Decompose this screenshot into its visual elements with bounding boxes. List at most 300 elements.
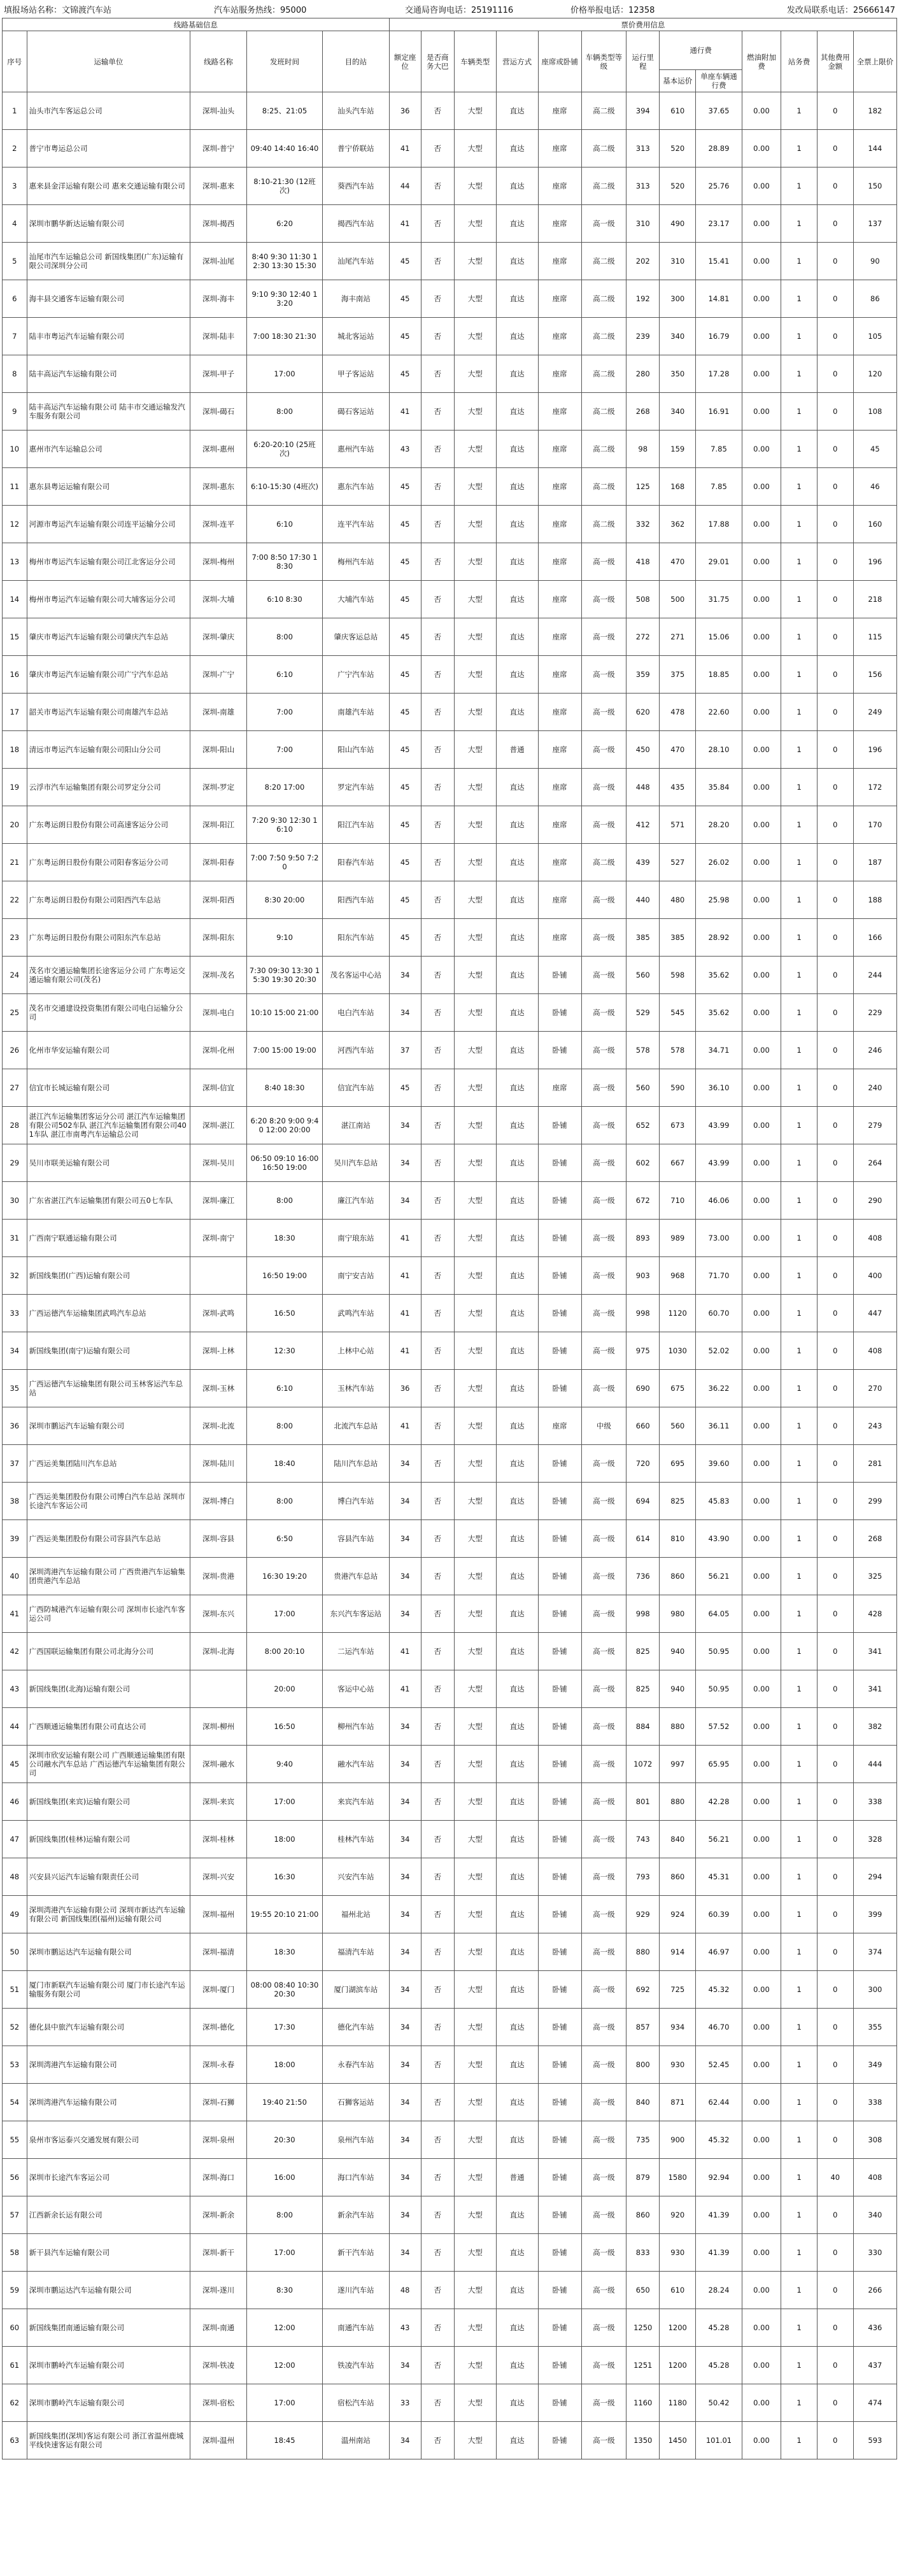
cell-line: 深圳-陆丰 [190, 318, 247, 355]
cell-fuel: 0.00 [742, 1032, 781, 1069]
table-row [3, 1445, 897, 1483]
cell-company: 深圳市鹏运汽车运输有限公司 [27, 1407, 190, 1445]
cell-seats: 41 [389, 1633, 421, 1670]
cell-line: 深圳-北流 [190, 1407, 247, 1445]
cell-full: 156 [853, 656, 896, 694]
cell-station: 1 [781, 881, 818, 919]
cell-fuel: 0.00 [742, 280, 781, 318]
cell-road: 座席 [538, 431, 581, 468]
cell-grade: 高一级 [581, 1182, 626, 1220]
cell-line: 深圳-武鸣 [190, 1295, 247, 1332]
cell-no: 24 [3, 957, 27, 994]
table-row [3, 1821, 897, 1858]
cell-type: 大型 [454, 2347, 496, 2384]
page-header [0, 0, 899, 18]
cell-line: 深圳-铁凌 [190, 2347, 247, 2384]
cell-mall: 否 [421, 731, 454, 769]
cell-station: 1 [781, 1257, 818, 1295]
cell-full: 46 [853, 468, 896, 506]
cell-other: 0 [817, 919, 853, 957]
cell-seats: 34 [389, 1783, 421, 1821]
cell-type: 大型 [454, 1971, 496, 2009]
cell-mode: 直达 [496, 1821, 538, 1858]
cell-grade: 高二级 [581, 355, 626, 393]
cell-type: 大型 [454, 1858, 496, 1896]
cell-dest: 福州北站 [323, 1896, 390, 1933]
cell-dest: 石狮客运站 [323, 2084, 390, 2121]
table-row [3, 1182, 897, 1220]
cell-dest: 铁凌汽车站 [323, 2347, 390, 2384]
cell-mall: 否 [421, 1633, 454, 1670]
cell-base: 310 [660, 243, 696, 280]
cell-line: 深圳-海丰 [190, 280, 247, 318]
table-row [3, 844, 897, 881]
cell-toll: 92.94 [696, 2159, 742, 2196]
cell-type: 大型 [454, 318, 496, 355]
cell-other: 0 [817, 1783, 853, 1821]
table-row [3, 1783, 897, 1821]
cell-type: 大型 [454, 1746, 496, 1783]
cell-mode: 直达 [496, 1107, 538, 1144]
cell-station: 1 [781, 581, 818, 618]
cell-fuel: 0.00 [742, 2422, 781, 2459]
cell-seats: 45 [389, 581, 421, 618]
cell-fuel: 0.00 [742, 844, 781, 881]
cell-toll: 7.85 [696, 468, 742, 506]
cell-grade: 高一级 [581, 1783, 626, 1821]
cell-grade: 高一级 [581, 205, 626, 243]
table-row [3, 1933, 897, 1971]
cell-fuel: 0.00 [742, 2347, 781, 2384]
table-row [3, 694, 897, 731]
cell-mall: 否 [421, 2196, 454, 2234]
cell-base: 470 [660, 543, 696, 581]
cell-type: 大型 [454, 543, 496, 581]
cell-seats: 34 [389, 2009, 421, 2046]
cell-company: 广西南宁联通运输有限公司 [27, 1220, 190, 1257]
table-row [3, 1295, 897, 1332]
cell-grade: 高一级 [581, 694, 626, 731]
cell-road: 卧铺 [538, 1708, 581, 1746]
cell-km: 720 [626, 1445, 660, 1483]
cell-seats: 41 [389, 1220, 421, 1257]
cell-km: 736 [626, 1558, 660, 1595]
col-mode: 营运方式 [496, 31, 538, 92]
cell-dest: 南通汽车站 [323, 2309, 390, 2347]
cell-other: 0 [817, 656, 853, 694]
cell-mode: 直达 [496, 130, 538, 167]
cell-full: 593 [853, 2422, 896, 2459]
cell-grade: 高一级 [581, 1896, 626, 1933]
cell-type: 大型 [454, 2309, 496, 2347]
cell-dest: 武鸣汽车站 [323, 1295, 390, 1332]
cell-seats: 45 [389, 731, 421, 769]
cell-no: 57 [3, 2196, 27, 2234]
col-toll-seat: 单座车辆通行费 [696, 70, 742, 92]
cell-fuel: 0.00 [742, 468, 781, 506]
cell-company: 肇庆市粤运汽车运输有限公司广宁汽车总站 [27, 656, 190, 694]
cell-company: 新国线集团(广西)运输有限公司 [27, 1257, 190, 1295]
cell-km: 280 [626, 355, 660, 393]
cell-no: 26 [3, 1032, 27, 1069]
cell-no: 11 [3, 468, 27, 506]
cell-type: 大型 [454, 2196, 496, 2234]
cell-mode: 直达 [496, 1633, 538, 1670]
cell-mode: 直达 [496, 1332, 538, 1370]
cell-base: 610 [660, 2272, 696, 2309]
cell-dest: 二运汽车站 [323, 1633, 390, 1670]
cell-base: 590 [660, 1069, 696, 1107]
cell-mode: 直达 [496, 243, 538, 280]
cell-no: 16 [3, 656, 27, 694]
cell-grade: 高一级 [581, 2084, 626, 2121]
cell-road: 卧铺 [538, 1858, 581, 1896]
cell-type: 大型 [454, 1295, 496, 1332]
cell-road: 卧铺 [538, 1821, 581, 1858]
cell-road: 卧铺 [538, 2347, 581, 2384]
cell-no: 40 [3, 1558, 27, 1595]
cell-other: 0 [817, 957, 853, 994]
cell-depart: 20:30 [246, 2121, 322, 2159]
cell-fuel: 0.00 [742, 2009, 781, 2046]
cell-depart: 9:10 [246, 919, 322, 957]
cell-depart: 9:10 9:30 12:40 13:20 [246, 280, 322, 318]
cell-fuel: 0.00 [742, 957, 781, 994]
cell-base: 860 [660, 1558, 696, 1595]
cell-station: 1 [781, 1220, 818, 1257]
cell-line: 深圳-大埔 [190, 581, 247, 618]
cell-seats: 41 [389, 1670, 421, 1708]
cell-line: 深圳-永春 [190, 2046, 247, 2084]
table-row [3, 656, 897, 694]
cell-company: 广东粤运朗日股份有限公司阳东汽车总站 [27, 919, 190, 957]
cell-company: 江西新余长运有限公司 [27, 2196, 190, 2234]
cell-no: 2 [3, 130, 27, 167]
table-row [3, 618, 897, 656]
cell-company: 茂名市交通建设投资集团有限公司电白运输分公司 [27, 994, 190, 1032]
cell-base: 300 [660, 280, 696, 318]
cell-no: 37 [3, 1445, 27, 1483]
cell-type: 大型 [454, 280, 496, 318]
cell-other: 0 [817, 2347, 853, 2384]
cell-road: 卧铺 [538, 2009, 581, 2046]
cell-toll: 45.28 [696, 2347, 742, 2384]
cell-no: 17 [3, 694, 27, 731]
cell-base: 989 [660, 1220, 696, 1257]
cell-fuel: 0.00 [742, 92, 781, 130]
cell-fuel: 0.00 [742, 1858, 781, 1896]
cell-road: 卧铺 [538, 2159, 581, 2196]
cell-base: 527 [660, 844, 696, 881]
cell-road: 卧铺 [538, 2272, 581, 2309]
cell-fuel: 0.00 [742, 2234, 781, 2272]
cell-full: 229 [853, 994, 896, 1032]
cell-no: 38 [3, 1483, 27, 1520]
cell-mall: 否 [421, 1445, 454, 1483]
cell-base: 478 [660, 694, 696, 731]
cell-grade: 高一级 [581, 1746, 626, 1783]
cell-dest: 上林中心站 [323, 1332, 390, 1370]
table-row [3, 1558, 897, 1595]
cell-depart: 7:30 09:30 13:30 15:30 19:30 20:30 [246, 957, 322, 994]
cell-base: 1030 [660, 1332, 696, 1370]
cell-seats: 41 [389, 1257, 421, 1295]
cell-road: 座席 [538, 769, 581, 806]
cell-no: 46 [3, 1783, 27, 1821]
table-row [3, 1896, 897, 1933]
cell-km: 690 [626, 1370, 660, 1407]
cell-no: 59 [3, 2272, 27, 2309]
cell-toll: 15.06 [696, 618, 742, 656]
cell-full: 436 [853, 2309, 896, 2347]
cell-mall: 否 [421, 243, 454, 280]
cell-dest: 陆川汽车总站 [323, 1445, 390, 1483]
cell-fuel: 0.00 [742, 1633, 781, 1670]
cell-station: 1 [781, 1783, 818, 1821]
cell-road: 座席 [538, 1407, 581, 1445]
table-row [3, 468, 897, 506]
cell-mode: 直达 [496, 1520, 538, 1558]
cell-station: 1 [781, 1971, 818, 2009]
cell-toll: 25.98 [696, 881, 742, 919]
cell-fuel: 0.00 [742, 694, 781, 731]
cell-road: 卧铺 [538, 1483, 581, 1520]
cell-company: 深圳市鹏岭汽车运输有限公司 [27, 2347, 190, 2384]
cell-dest: 廉江汽车站 [323, 1182, 390, 1220]
cell-station: 1 [781, 468, 818, 506]
cell-seats: 45 [389, 919, 421, 957]
cell-no: 33 [3, 1295, 27, 1332]
cell-station: 1 [781, 844, 818, 881]
cell-line: 深圳-北海 [190, 1633, 247, 1670]
cell-km: 602 [626, 1144, 660, 1182]
cell-no: 50 [3, 1933, 27, 1971]
cell-road: 卧铺 [538, 1896, 581, 1933]
cell-fuel: 0.00 [742, 1144, 781, 1182]
cell-mall: 否 [421, 130, 454, 167]
cell-mode: 直达 [496, 92, 538, 130]
cell-fuel: 0.00 [742, 1257, 781, 1295]
cell-seats: 34 [389, 994, 421, 1032]
cell-full: 279 [853, 1107, 896, 1144]
cell-mall: 否 [421, 1670, 454, 1708]
cell-km: 440 [626, 881, 660, 919]
cell-company: 陆丰高运汽车运输有限公司 [27, 355, 190, 393]
table-row [3, 355, 897, 393]
cell-toll: 62.44 [696, 2084, 742, 2121]
cell-depart: 10:10 15:00 21:00 [246, 994, 322, 1032]
cell-grade: 高二级 [581, 92, 626, 130]
cell-no: 29 [3, 1144, 27, 1182]
cell-fuel: 0.00 [742, 806, 781, 844]
cell-toll: 14.81 [696, 280, 742, 318]
cell-station: 1 [781, 167, 818, 205]
cell-depart: 18:00 [246, 2046, 322, 2084]
cell-mode: 直达 [496, 1483, 538, 1520]
cell-toll: 50.95 [696, 1633, 742, 1670]
cell-other: 0 [817, 1182, 853, 1220]
cell-toll: 17.88 [696, 506, 742, 543]
cell-mode: 直达 [496, 844, 538, 881]
cell-station: 1 [781, 1708, 818, 1746]
cell-fuel: 0.00 [742, 1182, 781, 1220]
cell-other: 0 [817, 2046, 853, 2084]
cell-type: 大型 [454, 844, 496, 881]
cell-other: 0 [817, 2009, 853, 2046]
cell-km: 860 [626, 2196, 660, 2234]
cell-mall: 否 [421, 694, 454, 731]
cell-mode: 直达 [496, 2309, 538, 2347]
cell-line: 深圳-普宁 [190, 130, 247, 167]
cell-mall: 否 [421, 919, 454, 957]
cell-other: 0 [817, 243, 853, 280]
cell-mode: 直达 [496, 806, 538, 844]
cell-seats: 41 [389, 393, 421, 431]
cell-mode: 直达 [496, 1295, 538, 1332]
cell-line: 深圳-南通 [190, 2309, 247, 2347]
cell-toll: 71.70 [696, 1257, 742, 1295]
cell-km: 893 [626, 1220, 660, 1257]
cell-grade: 高一级 [581, 957, 626, 994]
cell-no: 47 [3, 1821, 27, 1858]
cell-toll: 25.76 [696, 167, 742, 205]
cell-station: 1 [781, 1370, 818, 1407]
cell-km: 202 [626, 243, 660, 280]
cell-road: 卧铺 [538, 2084, 581, 2121]
cell-mode: 直达 [496, 2347, 538, 2384]
cell-road: 卧铺 [538, 957, 581, 994]
cell-dest: 客运中心站 [323, 1670, 390, 1708]
cell-company: 新国线集团南通运输有限公司 [27, 2309, 190, 2347]
cell-grade: 高一级 [581, 543, 626, 581]
cell-mall: 否 [421, 431, 454, 468]
cell-toll: 16.79 [696, 318, 742, 355]
cell-full: 243 [853, 1407, 896, 1445]
cell-dest: 泉州汽车站 [323, 2121, 390, 2159]
cell-seats: 34 [389, 1483, 421, 1520]
cell-company: 新国线集团(来宾)运输有限公司 [27, 1783, 190, 1821]
cell-dest: 信宜汽车站 [323, 1069, 390, 1107]
cell-other: 0 [817, 1558, 853, 1595]
cell-company: 广西防城港汽车运输有限公司 深圳市长途汽车客运公司 [27, 1595, 190, 1633]
cell-fuel: 0.00 [742, 1971, 781, 2009]
cell-mall: 否 [421, 1069, 454, 1107]
table-row [3, 1633, 897, 1670]
cell-station: 1 [781, 2384, 818, 2422]
cell-mall: 否 [421, 957, 454, 994]
cell-road: 座席 [538, 280, 581, 318]
cell-seats: 34 [389, 1107, 421, 1144]
cell-mall: 否 [421, 1595, 454, 1633]
cell-fuel: 0.00 [742, 1069, 781, 1107]
cell-mall: 否 [421, 1708, 454, 1746]
cell-no: 35 [3, 1370, 27, 1407]
cell-depart: 6:10 [246, 506, 322, 543]
cell-road: 座席 [538, 393, 581, 431]
cell-toll: 28.92 [696, 919, 742, 957]
cell-grade: 高一级 [581, 1971, 626, 2009]
cell-dest: 永春汽车站 [323, 2046, 390, 2084]
cell-other: 0 [817, 2234, 853, 2272]
cell-km: 998 [626, 1295, 660, 1332]
cell-mall: 否 [421, 2234, 454, 2272]
cell-mall: 否 [421, 1257, 454, 1295]
cell-type: 大型 [454, 2009, 496, 2046]
cell-toll: 37.65 [696, 92, 742, 130]
cell-base: 860 [660, 1858, 696, 1896]
cell-mode: 直达 [496, 1032, 538, 1069]
cell-road: 卧铺 [538, 1445, 581, 1483]
cell-km: 560 [626, 1069, 660, 1107]
cell-company: 新国线集团(北海)运输有限公司 [27, 1670, 190, 1708]
cell-road: 卧铺 [538, 1558, 581, 1595]
cell-full: 355 [853, 2009, 896, 2046]
cell-no: 36 [3, 1407, 27, 1445]
cell-depart: 16:50 [246, 1708, 322, 1746]
cell-km: 672 [626, 1182, 660, 1220]
cell-seats: 34 [389, 1595, 421, 1633]
cell-station: 1 [781, 92, 818, 130]
cell-mode: 直达 [496, 2384, 538, 2422]
cell-grade: 高一级 [581, 994, 626, 1032]
cell-dest: 兴安汽车站 [323, 1858, 390, 1896]
cell-full: 328 [853, 1821, 896, 1858]
cell-depart: 17:00 [246, 1783, 322, 1821]
cell-grade: 高一级 [581, 1257, 626, 1295]
table-row [3, 994, 897, 1032]
cell-line: 深圳-玉林 [190, 1370, 247, 1407]
table-body [3, 92, 897, 2459]
cell-depart: 16:50 19:00 [246, 1257, 322, 1295]
cell-road: 卧铺 [538, 1670, 581, 1708]
cell-type: 大型 [454, 806, 496, 844]
cell-no: 30 [3, 1182, 27, 1220]
cell-dest: 连平汽车站 [323, 506, 390, 543]
cell-line: 深圳-化州 [190, 1032, 247, 1069]
cell-dest: 湛江南站 [323, 1107, 390, 1144]
cell-base: 725 [660, 1971, 696, 2009]
cell-other: 0 [817, 1896, 853, 1933]
cell-no: 48 [3, 1858, 27, 1896]
cell-mall: 否 [421, 994, 454, 1032]
cell-toll: 60.39 [696, 1896, 742, 1933]
cell-type: 大型 [454, 393, 496, 431]
cell-mode: 直达 [496, 581, 538, 618]
cell-grade: 高一级 [581, 2159, 626, 2196]
cell-fuel: 0.00 [742, 2384, 781, 2422]
cell-type: 大型 [454, 468, 496, 506]
cell-grade: 高一级 [581, 1520, 626, 1558]
cell-base: 840 [660, 1821, 696, 1858]
cell-road: 座席 [538, 543, 581, 581]
cell-dest: 新余汽车站 [323, 2196, 390, 2234]
cell-toll: 56.21 [696, 1558, 742, 1595]
cell-mall: 否 [421, 656, 454, 694]
cell-no: 10 [3, 431, 27, 468]
cell-grade: 高一级 [581, 2272, 626, 2309]
cell-grade: 高一级 [581, 1370, 626, 1407]
cell-km: 880 [626, 1933, 660, 1971]
cell-toll: 52.02 [696, 1332, 742, 1370]
cell-line: 深圳-阳东 [190, 919, 247, 957]
cell-fuel: 0.00 [742, 1896, 781, 1933]
cell-no: 44 [3, 1708, 27, 1746]
cell-toll: 36.10 [696, 1069, 742, 1107]
cell-toll: 45.32 [696, 2121, 742, 2159]
cell-type: 大型 [454, 1708, 496, 1746]
cell-km: 903 [626, 1257, 660, 1295]
cell-grade: 高一级 [581, 2196, 626, 2234]
